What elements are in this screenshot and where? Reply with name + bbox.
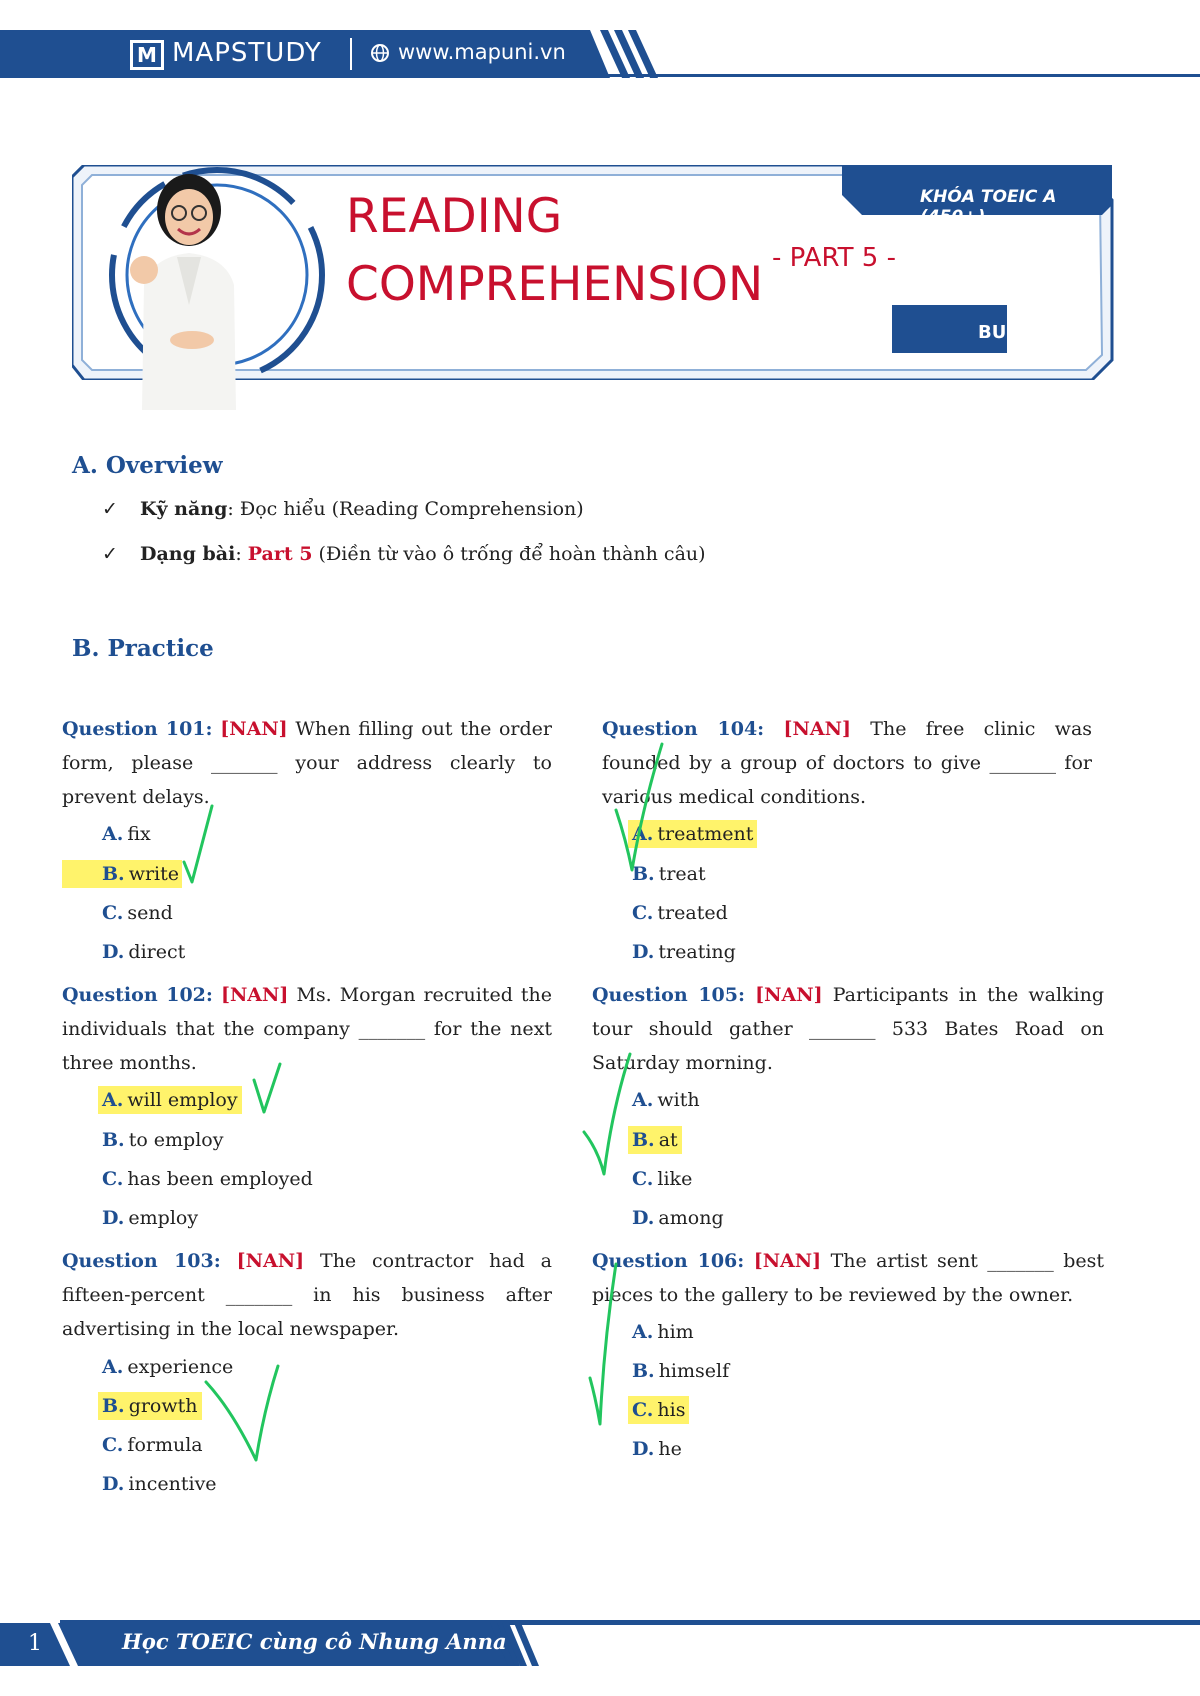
option-letter: A.: [102, 1356, 124, 1378]
question-stem: [592, 978, 1104, 1080]
overview-item-separator: :: [235, 543, 248, 565]
option-text: treated: [657, 902, 728, 924]
question-text: Ms. Morgan recruited the individuals that the company _______ for the next three months.: [62, 984, 553, 1074]
option-text: to employ: [128, 1129, 224, 1151]
option-letter: D.: [632, 941, 655, 963]
overview-item-text: (Điền từ vào ô trống để hoàn thành câu): [312, 543, 706, 565]
answer-option[interactable]: [632, 1357, 729, 1385]
overview-item: [102, 543, 706, 565]
question-stem: [602, 712, 1092, 814]
answer-option[interactable]: [102, 899, 173, 927]
question-tag: [NAN]: [220, 718, 288, 740]
question-text: The artist sent _______ best pieces to the gallery to be reviewed by the owner.: [592, 1250, 1105, 1306]
top-header-bar: [0, 30, 1200, 78]
option-letter: C.: [632, 1168, 654, 1190]
option-text: incentive: [128, 1473, 217, 1495]
question-number: Question 105:: [592, 984, 745, 1006]
answer-option[interactable]: [632, 1318, 694, 1346]
option-text: direct: [128, 941, 186, 963]
question-text: The free clinic was founded by a group of doctors to give _______ for various medical conditions.: [602, 718, 1093, 808]
banner-title-line1: READING: [346, 189, 563, 244]
footer-tagline: Học TOEIC cùng cô Nhung Anna: [122, 1629, 507, 1654]
option-letter: D.: [102, 941, 125, 963]
option-letter: B.: [632, 863, 655, 885]
question-number: Question 102:: [62, 984, 213, 1006]
option-letter: C.: [102, 902, 124, 924]
handwritten-check-mark: [180, 800, 220, 890]
overview-item-highlight: Part 5: [247, 543, 313, 565]
question-number: Question 103:: [62, 1250, 221, 1272]
option-text: employ: [128, 1207, 199, 1229]
answer-option[interactable]: [102, 1431, 203, 1459]
answer-option-highlighted[interactable]: [98, 1392, 202, 1420]
header-rule: [600, 74, 1200, 77]
option-letter: B.: [102, 863, 125, 885]
overview-item-text: Đọc hiểu (Reading Comprehension): [239, 498, 584, 520]
option-text: has been employed: [127, 1168, 313, 1190]
option-letter: C.: [102, 1168, 124, 1190]
answer-option[interactable]: [102, 938, 185, 966]
handwritten-check-mark: [612, 740, 672, 880]
overview-item: [102, 498, 584, 520]
answer-option[interactable]: [102, 820, 151, 848]
question-number: Question 106:: [592, 1250, 745, 1272]
checkmark-icon: ✓: [102, 543, 118, 565]
practice-heading: B. Practice: [72, 635, 214, 662]
question-number: Question 104:: [602, 718, 765, 740]
mapstudy-logo-icon: M: [130, 40, 164, 70]
answer-option[interactable]: [102, 1470, 217, 1498]
handwritten-check-mark: [202, 1360, 292, 1470]
option-text: experience: [127, 1356, 234, 1378]
answer-option[interactable]: [632, 1435, 682, 1463]
option-letter: C.: [632, 1399, 654, 1421]
globe-icon: [370, 43, 390, 63]
question-stem: [62, 1244, 552, 1346]
lesson-banner: [72, 165, 1122, 380]
overview-item-label: Kỹ năng: [140, 498, 228, 520]
option-text: treat: [658, 863, 706, 885]
overview-item-label: Dạng bài: [140, 543, 236, 565]
option-text: fix: [127, 823, 151, 845]
option-text: like: [657, 1168, 693, 1190]
option-letter: A.: [632, 1321, 654, 1343]
option-letter: C.: [632, 902, 654, 924]
option-letter: B.: [632, 1129, 655, 1151]
overview-heading: A. Overview: [72, 452, 223, 479]
question-text: The contractor had a fifteen-percent _______ in his business after advertising in the local newspaper.: [62, 1250, 553, 1340]
option-text: growth: [128, 1395, 198, 1417]
option-text: among: [658, 1207, 724, 1229]
lesson-badge: BUỔI 1: [978, 322, 1048, 343]
question-text: When filling out the order form, please _______ your address clearly to prevent delays.: [62, 718, 552, 808]
option-text: treatment: [657, 823, 754, 845]
course-badge: KHÓA TOEIC A (450+): [920, 187, 1057, 227]
option-letter: B.: [102, 1129, 125, 1151]
header-stripes-decoration: [600, 30, 670, 78]
option-letter: D.: [102, 1207, 125, 1229]
website-link[interactable]: www.mapuni.vn: [398, 40, 566, 64]
handwritten-check-mark: [586, 1260, 626, 1430]
option-text: at: [658, 1129, 678, 1151]
header-divider: [350, 38, 352, 70]
option-text: write: [128, 863, 179, 885]
banner-part-label: - PART 5 -: [772, 243, 896, 273]
answer-option[interactable]: [632, 1165, 692, 1193]
option-text: formula: [127, 1434, 203, 1456]
question-number: Question 101:: [62, 718, 213, 740]
handwritten-check-mark: [580, 1050, 640, 1180]
question-tag: [NAN]: [755, 984, 823, 1006]
option-letter: D.: [632, 1438, 655, 1460]
answer-option[interactable]: [102, 1204, 198, 1232]
option-text: will employ: [127, 1089, 238, 1111]
question-tag: [NAN]: [236, 1250, 305, 1272]
option-letter: B.: [632, 1360, 655, 1382]
brand-name: MAPSTUDY: [172, 38, 322, 68]
answer-option[interactable]: [632, 938, 736, 966]
option-letter: A.: [102, 1089, 124, 1111]
option-text: him: [657, 1321, 694, 1343]
handwritten-check-mark: [250, 1060, 290, 1120]
answer-option-highlighted[interactable]: [98, 1086, 242, 1114]
teacher-portrait: [72, 165, 302, 410]
answer-option-highlighted[interactable]: [62, 860, 182, 888]
option-text: himself: [658, 1360, 730, 1382]
question-tag: [NAN]: [220, 984, 289, 1006]
option-text: send: [127, 902, 173, 924]
answer-option-highlighted[interactable]: [628, 1396, 689, 1424]
option-text: with: [657, 1089, 700, 1111]
option-text: treating: [658, 941, 736, 963]
checkmark-icon: ✓: [102, 498, 118, 520]
option-letter: A.: [632, 823, 654, 845]
option-letter: D.: [632, 1207, 655, 1229]
question-tag: [NAN]: [753, 1250, 822, 1272]
question-stem: [62, 712, 552, 814]
answer-option[interactable]: [632, 899, 728, 927]
option-letter: A.: [632, 1089, 654, 1111]
option-letter: A.: [102, 823, 124, 845]
answer-option[interactable]: [102, 1165, 313, 1193]
option-text: he: [658, 1438, 682, 1460]
option-letter: B.: [102, 1395, 125, 1417]
option-text: his: [657, 1399, 686, 1421]
page-number: 1: [28, 1631, 42, 1656]
answer-option[interactable]: [632, 1086, 700, 1114]
option-letter: C.: [102, 1434, 124, 1456]
question-stem: [62, 978, 552, 1080]
overview-item-separator: :: [227, 498, 240, 520]
question-tag: [NAN]: [783, 718, 851, 740]
banner-title-line2: COMPREHENSION: [346, 257, 764, 312]
answer-option[interactable]: [102, 1126, 223, 1154]
question-stem: [592, 1244, 1104, 1312]
question-text: Participants in the walking tour should gather _______ 533 Bates Road on Saturday morning.: [592, 984, 1105, 1074]
option-letter: D.: [102, 1473, 125, 1495]
answer-option[interactable]: [632, 1204, 724, 1232]
